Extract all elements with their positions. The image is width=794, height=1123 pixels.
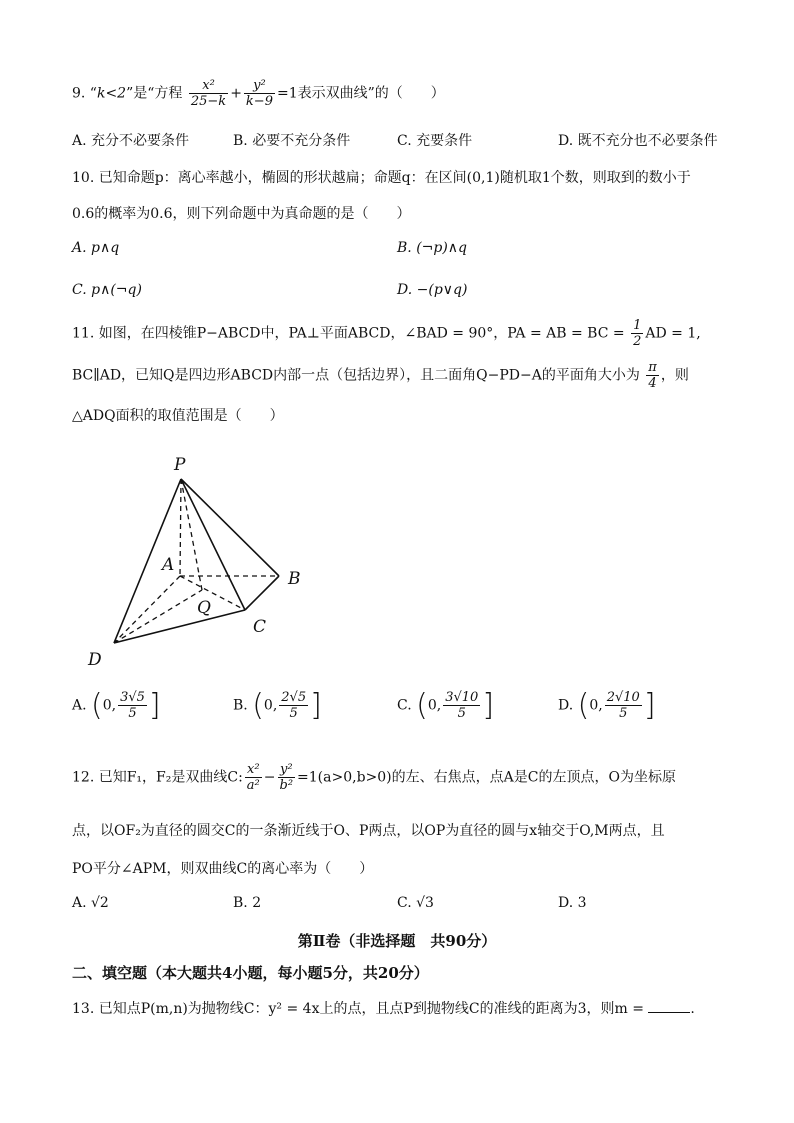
q11-line-1: 11. 如图，在四棱锥P−ABCD中，PA⊥平面ABCD，∠BAD = 90°，PA = AB = BC = $\frac{1}{2}$ AD = 1,: [72, 318, 701, 349]
q11-fraction-pi: $\frac{\pi}{4}$: [648, 360, 657, 391]
edge-PB: [181, 479, 279, 576]
q10-line-2: 0.6的概率为0.6，则下列命题中为真命题的是（ ）: [72, 206, 411, 222]
q10-option-a: A. p∧q: [72, 240, 120, 256]
q12-option-b: B. 2: [233, 895, 262, 911]
q12-option-a: A. √2: [72, 895, 109, 911]
label-C: C: [253, 617, 267, 637]
q10-option-b: B. (¬p)∧q: [397, 240, 468, 256]
label-B: B: [288, 569, 301, 589]
q11-option-b: B. (0, $\frac{2√5}{5}$ ]: [233, 687, 322, 723]
q9-option-c: C. 充要条件: [397, 133, 473, 149]
q9-fraction-2: $\frac{\text{y²}}{k-9}$: [245, 78, 273, 109]
q9-mid: ”是“方程: [126, 85, 183, 102]
answer-blank[interactable]: [648, 1000, 690, 1013]
edge-DC: [114, 610, 245, 643]
q10-line-1: 10. 已知命题p：离心率越小，椭圆的形状越扁；命题q：在区间(0,1)随机取1个数，则取到的数小于: [72, 170, 691, 186]
q12-line-3: PO平分∠APM，则双曲线C的离心率为（ ）: [72, 861, 374, 877]
edge-PA: [180, 479, 181, 576]
edge-CB: [245, 576, 279, 610]
q9-option-d: D. 既不充分也不必要条件: [558, 133, 718, 149]
label-D: D: [88, 650, 102, 670]
q9-tail: =1表示双曲线”的（ ）: [276, 85, 445, 102]
q12-line-2: 点，以OF₂为直径的圆交C的一条渐近线于O、P两点，以OP为直径的圆与x轴交于O,M两点，且: [72, 823, 665, 839]
q12-line-1: 12. 已知F₁，F₂是双曲线C: $\frac{\text{x²}}{\text{a²}}$ − $\frac{\text{y²}}{\text{b²}}$ =1(a>0,b>0)的左、右焦点，点A是C的左顶点，O为坐标原: [72, 762, 676, 793]
part-title: 二、填空题（本大题共4小题，每小题5分，共20分）: [72, 964, 429, 982]
q9-fraction-1: $\frac{\text{x²}}{25-k}$: [190, 78, 227, 109]
q11-option-d: D. (0, $\frac{2√10}{5}$ ]: [558, 687, 656, 723]
q9-option-b: B. 必要不充分条件: [233, 133, 351, 149]
q9-lead: 9. “: [72, 85, 97, 102]
edge-PC: [181, 479, 245, 610]
label-Q: Q: [197, 598, 211, 618]
q9-option-a: A. 充分不必要条件: [72, 133, 190, 149]
q12-option-c: C. √3: [397, 895, 434, 911]
volume-title: 第Ⅱ卷（非选择题 共90分）: [297, 932, 497, 950]
q11-fraction-half: $\frac{1}{2}$: [633, 318, 642, 349]
q9-stem: 9. “k<2”是“方程 $\frac{\text{x²}}{25-k}$ + $\frac{\text{y²}}{k-9}$ =1表示双曲线”的（ ）: [72, 78, 445, 109]
q10-option-d: D. −(p∨q): [397, 282, 468, 298]
pyramid-figure: [80, 450, 340, 670]
q12-option-d: D. 3: [558, 895, 587, 911]
q13-line: 13. 已知点P(m,n)为抛物线C：y² = 4x上的点，且点P到抛物线C的准线的距离为3，则m = .: [72, 1001, 695, 1017]
q11-line-3: △ADQ面积的取值范围是（ ）: [72, 408, 284, 424]
q11-line-2: BC∥AD，已知Q是四边形ABCD内部一点（包括边界），且二面角Q−PD−A的平面角大小为 $\frac{\pi}{4}$ ，则: [72, 360, 689, 391]
edge-AC: [180, 576, 245, 610]
q11-option-a: A. (0, $\frac{3√5}{5}$ ]: [72, 687, 161, 723]
q9-condition: k<2: [96, 85, 127, 102]
q11-option-c: C. (0, $\frac{3√10}{5}$ ]: [397, 687, 495, 723]
q10-option-c: C. p∧(¬q): [72, 282, 142, 298]
label-A: A: [162, 555, 175, 575]
label-P: P: [174, 455, 186, 475]
